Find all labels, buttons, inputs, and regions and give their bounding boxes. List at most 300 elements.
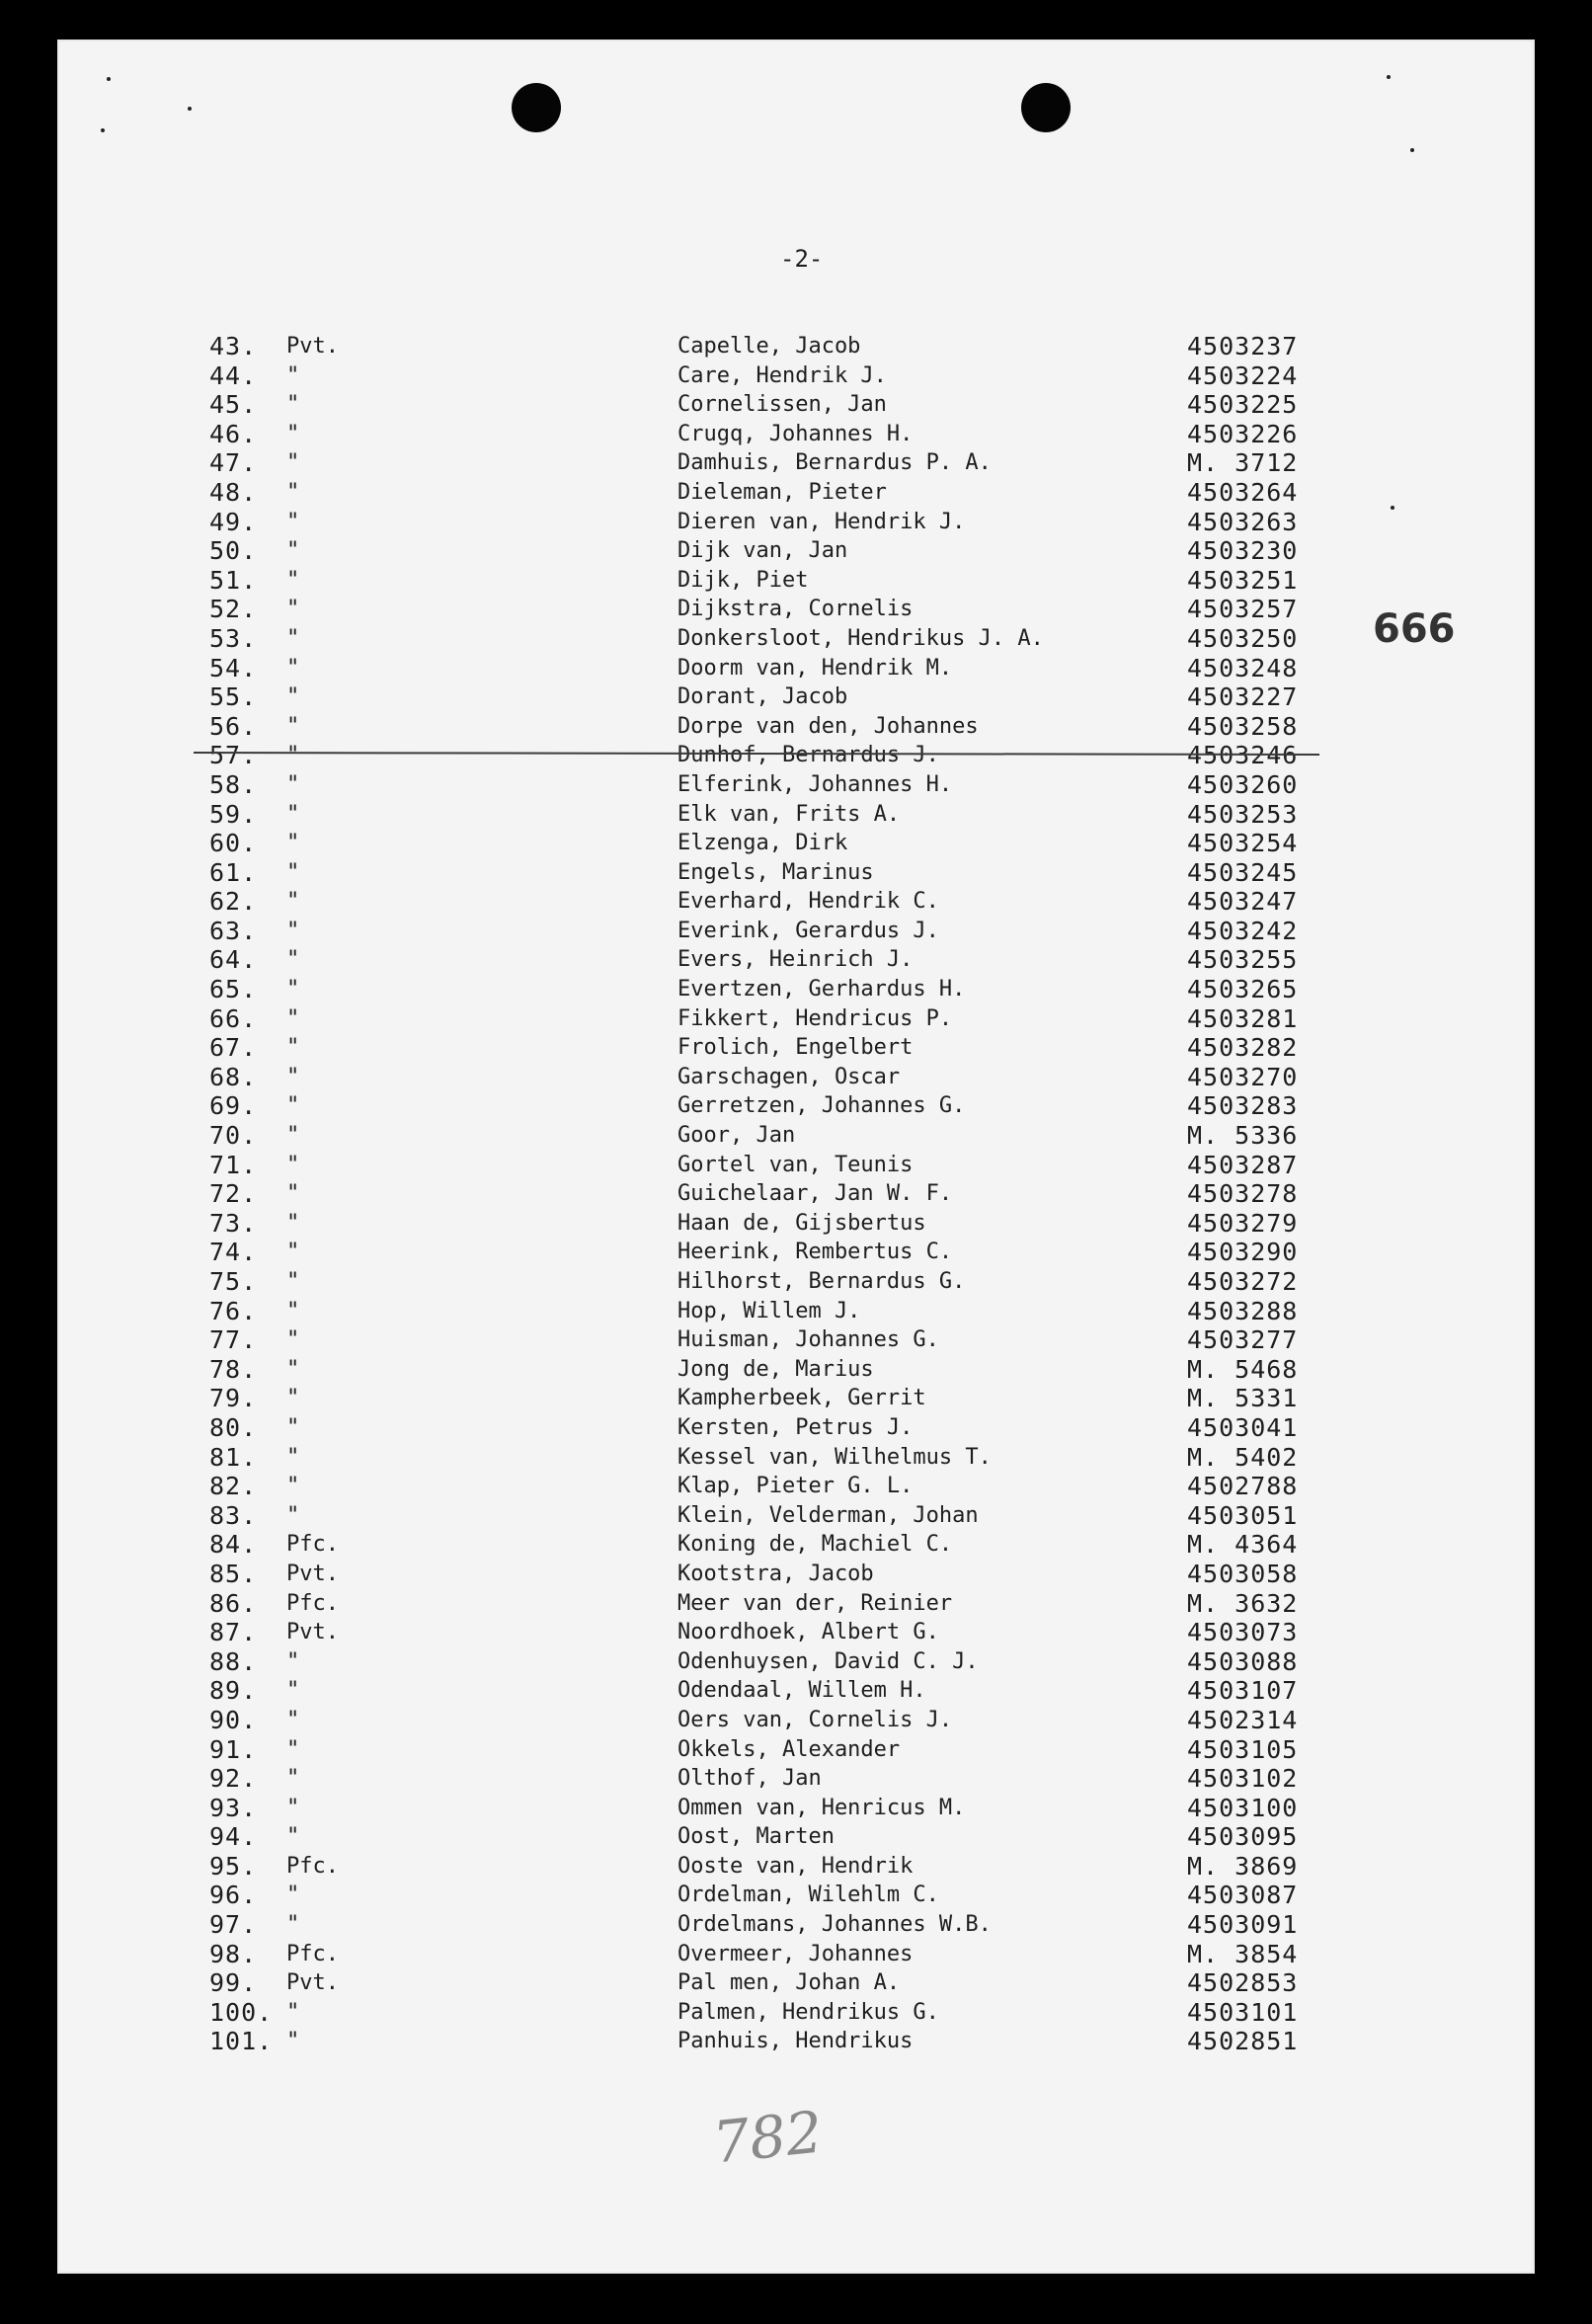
roster-row <box>0 1355 1592 1385</box>
rank-cell: " <box>286 1240 300 1265</box>
row-number: 60. <box>209 829 258 858</box>
rank-cell: " <box>286 771 300 797</box>
row-number: 43. <box>209 332 258 361</box>
speck <box>107 77 111 81</box>
name-cell: Dijkstra, Cornelis <box>677 597 914 622</box>
row-number: 76. <box>209 1296 258 1325</box>
row-number: 55. <box>209 682 258 712</box>
row-number: 80. <box>209 1412 258 1442</box>
roster-row <box>0 1647 1592 1677</box>
row-number: 101. <box>209 2027 274 2056</box>
row-number: 74. <box>209 1238 258 1267</box>
rank-cell: Pfc. <box>286 1532 339 1558</box>
name-cell: Guichelaar, Jan W. F. <box>677 1181 953 1207</box>
serial-number-cell: 4503041 <box>1187 1412 1299 1442</box>
rank-cell: " <box>286 1152 300 1177</box>
serial-number-cell: 4503230 <box>1187 536 1299 566</box>
row-number: 90. <box>209 1705 258 1734</box>
serial-number-cell: 4503100 <box>1187 1793 1299 1822</box>
serial-number-cell: M. 5402 <box>1187 1442 1299 1472</box>
name-cell: Kessel van, Wilhelmus T. <box>677 1444 992 1470</box>
name-cell: Haan de, Gijsbertus <box>677 1210 926 1236</box>
name-cell: Heerink, Rembertus C. <box>677 1240 953 1265</box>
name-cell: Hop, Willem J. <box>677 1298 861 1323</box>
roster-row <box>0 361 1592 391</box>
rank-cell: " <box>286 1269 300 1294</box>
name-cell: Dijk van, Jan <box>677 538 848 564</box>
serial-number-cell: 4503287 <box>1187 1150 1299 1179</box>
name-cell: Odendaal, Willem H. <box>677 1678 926 1704</box>
name-cell: Everink, Gerardus J. <box>677 918 939 943</box>
roster-row <box>0 858 1592 888</box>
name-cell: Frolich, Engelbert <box>677 1035 914 1061</box>
roster-row <box>0 2027 1592 2056</box>
row-number: 45. <box>209 390 258 420</box>
row-number: 86. <box>209 1588 258 1618</box>
name-cell: Evertzen, Gerhardus H. <box>677 977 966 1002</box>
rank-cell: Pvt. <box>286 1620 339 1645</box>
serial-number-cell: 4503091 <box>1187 1910 1299 1940</box>
name-cell: Overmeer, Johannes <box>677 1941 914 1966</box>
name-cell: Ooste van, Hendrik <box>677 1853 914 1879</box>
serial-number-cell: 4503087 <box>1187 1881 1299 1910</box>
name-cell: Koning de, Machiel C. <box>677 1532 953 1558</box>
speck <box>188 107 192 111</box>
roster-row <box>0 1121 1592 1151</box>
serial-number-cell: 4502788 <box>1187 1472 1299 1501</box>
serial-number-cell: 4502314 <box>1187 1705 1299 1734</box>
name-cell: Everhard, Hendrik C. <box>677 889 939 915</box>
serial-number-cell: M. 3854 <box>1187 1939 1299 1968</box>
name-cell: Odenhuysen, David C. J. <box>677 1648 979 1674</box>
name-cell: Pal men, Johan A. <box>677 1970 901 1996</box>
serial-number-cell: 4503248 <box>1187 653 1299 682</box>
serial-number-cell: 4503279 <box>1187 1208 1299 1238</box>
roster-row <box>0 1297 1592 1326</box>
roster-row <box>0 1004 1592 1034</box>
rank-cell: " <box>286 947 300 973</box>
row-number: 100. <box>209 1997 274 2027</box>
roster-row <box>0 390 1592 420</box>
rank-cell: " <box>286 1064 300 1089</box>
speck <box>101 128 105 132</box>
row-number: 95. <box>209 1851 258 1881</box>
serial-number-cell: M. 3712 <box>1187 448 1299 478</box>
serial-number-cell: 4503250 <box>1187 623 1299 653</box>
name-cell: Elk van, Frits A. <box>677 801 901 827</box>
rank-cell: " <box>286 1123 300 1149</box>
rank-cell: " <box>286 1912 300 1938</box>
rank-cell: " <box>286 713 300 739</box>
row-number: 67. <box>209 1033 258 1063</box>
row-number: 53. <box>209 623 258 653</box>
roster-row <box>0 1589 1592 1619</box>
name-cell: Cornelissen, Jan <box>677 392 887 418</box>
roster-row <box>0 1618 1592 1647</box>
name-cell: Jong de, Marius <box>677 1356 874 1382</box>
rank-cell: " <box>286 2029 300 2054</box>
rank-cell: Pfc. <box>286 1853 339 1879</box>
serial-number-cell: 4503272 <box>1187 1267 1299 1296</box>
rank-cell: " <box>286 509 300 534</box>
roster-row <box>0 770 1592 800</box>
row-number: 82. <box>209 1472 258 1501</box>
rank-cell: " <box>286 1444 300 1470</box>
name-cell: Goor, Jan <box>677 1123 796 1149</box>
serial-number-cell: 4503251 <box>1187 565 1299 595</box>
name-cell: Donkersloot, Hendrikus J. A. <box>677 625 1044 651</box>
roster-row <box>0 1676 1592 1706</box>
rank-cell: Pvt. <box>286 334 339 359</box>
rank-cell: " <box>286 1035 300 1061</box>
rank-cell: " <box>286 1093 300 1119</box>
serial-number-cell: M. 5331 <box>1187 1384 1299 1413</box>
row-number: 96. <box>209 1881 258 1910</box>
row-number: 84. <box>209 1530 258 1560</box>
roster-row <box>0 1472 1592 1501</box>
name-cell: Care, Hendrik J. <box>677 362 887 388</box>
row-number: 72. <box>209 1179 258 1209</box>
roster-row <box>0 1501 1592 1531</box>
serial-number-cell: 4503245 <box>1187 857 1299 887</box>
row-number: 54. <box>209 653 258 682</box>
serial-number-cell: M. 5336 <box>1187 1121 1299 1151</box>
roster-row <box>0 1998 1592 2028</box>
serial-number-cell: 4503051 <box>1187 1500 1299 1530</box>
rank-cell: " <box>286 479 300 505</box>
serial-number-cell: 4503107 <box>1187 1676 1299 1706</box>
name-cell: Garschagen, Oscar <box>677 1064 901 1089</box>
rank-cell: Pfc. <box>286 1941 339 1966</box>
roster-row <box>0 800 1592 830</box>
roster-row <box>0 1822 1592 1852</box>
serial-number-cell: 4503277 <box>1187 1325 1299 1355</box>
rank-cell: " <box>286 1766 300 1792</box>
rank-cell: " <box>286 450 300 476</box>
rank-cell: " <box>286 1386 300 1411</box>
row-number: 83. <box>209 1500 258 1530</box>
row-number: 49. <box>209 507 258 536</box>
name-cell: Fikkert, Hendricus P. <box>677 1005 953 1031</box>
row-number: 47. <box>209 448 258 478</box>
row-number: 77. <box>209 1325 258 1355</box>
name-cell: Ordelmans, Johannes W.B. <box>677 1912 992 1938</box>
roster-row <box>0 1325 1592 1355</box>
roster-row <box>0 1881 1592 1910</box>
rank-cell: " <box>286 1707 300 1732</box>
row-number: 79. <box>209 1384 258 1413</box>
name-cell: Dorant, Jacob <box>677 684 848 710</box>
name-cell: Noordhoek, Albert G. <box>677 1620 939 1645</box>
name-cell: Meer van der, Reinier <box>677 1590 953 1616</box>
roster-row <box>0 1560 1592 1589</box>
roster-row <box>0 1151 1592 1180</box>
roster-row <box>0 829 1592 858</box>
rank-cell: " <box>286 1005 300 1031</box>
serial-number-cell: 4503265 <box>1187 975 1299 1004</box>
rank-cell: " <box>286 538 300 564</box>
row-number: 50. <box>209 536 258 566</box>
row-number: 69. <box>209 1091 258 1121</box>
name-cell: Palmen, Hendrikus G. <box>677 1999 939 2025</box>
rank-cell: Pvt. <box>286 1561 339 1586</box>
rank-cell: " <box>286 421 300 446</box>
row-number: 48. <box>209 477 258 507</box>
name-cell: Gerretzen, Johannes G. <box>677 1093 966 1119</box>
rank-cell: " <box>286 1474 300 1499</box>
serial-number-cell: 4503226 <box>1187 419 1299 448</box>
serial-number-cell: 4503257 <box>1187 595 1299 624</box>
name-cell: Ommen van, Henricus M. <box>677 1795 966 1820</box>
roster-list <box>0 332 1592 2056</box>
roster-row <box>0 1443 1592 1473</box>
roster-row <box>0 478 1592 508</box>
serial-number-cell: 4503237 <box>1187 332 1299 361</box>
name-cell: Hilhorst, Bernardus G. <box>677 1269 966 1294</box>
name-cell: Crugq, Johannes H. <box>677 421 914 446</box>
row-number: 94. <box>209 1822 258 1852</box>
rank-cell: " <box>286 1327 300 1353</box>
row-number: 87. <box>209 1618 258 1647</box>
row-number: 52. <box>209 595 258 624</box>
row-number: 44. <box>209 361 258 390</box>
roster-row <box>0 624 1592 654</box>
name-cell: Klap, Pieter G. L. <box>677 1474 914 1499</box>
roster-row <box>0 1209 1592 1239</box>
rank-cell: " <box>286 684 300 710</box>
name-cell: Gortel van, Teunis <box>677 1152 914 1177</box>
roster-row <box>0 1794 1592 1823</box>
serial-number-cell: 4503227 <box>1187 682 1299 712</box>
rank-cell: " <box>286 597 300 622</box>
row-number: 51. <box>209 565 258 595</box>
roster-row <box>0 1852 1592 1882</box>
rank-cell: " <box>286 859 300 885</box>
roster-row <box>0 1179 1592 1209</box>
roster-row <box>0 945 1592 975</box>
name-cell: Elferink, Johannes H. <box>677 771 953 797</box>
roster-row <box>0 712 1592 742</box>
serial-number-cell: 4503095 <box>1187 1822 1299 1852</box>
row-number: 91. <box>209 1734 258 1764</box>
rank-cell: " <box>286 1648 300 1674</box>
serial-number-cell: 4503270 <box>1187 1062 1299 1091</box>
row-number: 59. <box>209 799 258 829</box>
name-cell: Klein, Velderman, Johan <box>677 1502 979 1528</box>
row-number: 66. <box>209 1003 258 1033</box>
roster-row <box>0 1238 1592 1267</box>
row-number: 89. <box>209 1676 258 1706</box>
speck <box>1387 75 1391 79</box>
roster-row <box>0 1735 1592 1765</box>
roster-row <box>0 536 1592 566</box>
rank-cell: " <box>286 655 300 681</box>
name-cell: Evers, Heinrich J. <box>677 947 914 973</box>
row-number: 88. <box>209 1646 258 1676</box>
speck <box>1410 148 1414 152</box>
serial-number-cell: 4503282 <box>1187 1033 1299 1063</box>
serial-number-cell: 4503263 <box>1187 507 1299 536</box>
rank-cell: " <box>286 1298 300 1323</box>
serial-number-cell: 4503264 <box>1187 477 1299 507</box>
row-number: 97. <box>209 1910 258 1940</box>
roster-row <box>0 1091 1592 1121</box>
name-cell: Dunhof, Bernardus J. <box>677 743 939 768</box>
roster-row <box>0 595 1592 624</box>
rank-cell: " <box>286 1883 300 1908</box>
row-number: 73. <box>209 1208 258 1238</box>
row-number: 64. <box>209 945 258 975</box>
row-number: 46. <box>209 419 258 448</box>
serial-number-cell: M. 4364 <box>1187 1530 1299 1560</box>
name-cell: Olthof, Jan <box>677 1766 822 1792</box>
serial-number-cell: 4503253 <box>1187 799 1299 829</box>
name-cell: Ordelman, Wilehlm C. <box>677 1883 939 1908</box>
row-number: 62. <box>209 887 258 917</box>
serial-number-cell: 4503058 <box>1187 1559 1299 1588</box>
roster-row <box>0 508 1592 537</box>
page-number: -2- <box>780 245 824 273</box>
row-number: 65. <box>209 975 258 1004</box>
rank-cell: " <box>286 567 300 593</box>
serial-number-cell: 4503290 <box>1187 1238 1299 1267</box>
serial-number-cell: 4502853 <box>1187 1968 1299 1998</box>
row-number: 70. <box>209 1121 258 1151</box>
roster-row <box>0 917 1592 946</box>
rank-cell: " <box>286 1414 300 1440</box>
name-cell: Kootstra, Jacob <box>677 1561 874 1586</box>
rank-cell: Pfc. <box>286 1590 339 1616</box>
punch-hole-left <box>512 83 561 132</box>
roster-row <box>0 332 1592 361</box>
rank-cell: " <box>286 1210 300 1236</box>
name-cell: Okkels, Alexander <box>677 1736 901 1762</box>
serial-number-cell: 4503288 <box>1187 1296 1299 1325</box>
rank-cell: " <box>286 1795 300 1820</box>
name-cell: Huisman, Johannes G. <box>677 1327 939 1353</box>
row-number: 75. <box>209 1267 258 1296</box>
serial-number-cell: 4503101 <box>1187 1997 1299 2027</box>
serial-number-cell: 4503073 <box>1187 1618 1299 1647</box>
roster-row <box>0 887 1592 917</box>
serial-number-cell: M. 3869 <box>1187 1851 1299 1881</box>
roster-row <box>0 975 1592 1004</box>
roster-row <box>0 1063 1592 1092</box>
row-number: 81. <box>209 1442 258 1472</box>
name-cell: Damhuis, Bernardus P. A. <box>677 450 992 476</box>
name-cell: Dieleman, Pieter <box>677 479 887 505</box>
roster-row <box>0 1384 1592 1413</box>
rank-cell: " <box>286 977 300 1002</box>
row-number: 71. <box>209 1150 258 1179</box>
roster-row <box>0 654 1592 683</box>
roster-row <box>0 1530 1592 1560</box>
serial-number-cell: 4503258 <box>1187 711 1299 741</box>
row-number: 56. <box>209 711 258 741</box>
row-number: 61. <box>209 857 258 887</box>
serial-number-cell: 4503242 <box>1187 916 1299 945</box>
serial-number-cell: 4503102 <box>1187 1764 1299 1794</box>
row-number: 92. <box>209 1764 258 1794</box>
serial-number-cell: 4502851 <box>1187 2027 1299 2056</box>
name-cell: Kampherbeek, Gerrit <box>677 1386 926 1411</box>
rank-cell: " <box>286 1181 300 1207</box>
roster-row <box>0 448 1592 478</box>
serial-number-cell: 4503247 <box>1187 887 1299 917</box>
rank-cell: " <box>286 1356 300 1382</box>
row-number: 85. <box>209 1559 258 1588</box>
rank-cell: " <box>286 1502 300 1528</box>
roster-row <box>0 1413 1592 1443</box>
name-cell: Kersten, Petrus J. <box>677 1414 914 1440</box>
rank-cell: " <box>286 889 300 915</box>
rank-cell: " <box>286 743 300 768</box>
rank-cell: " <box>286 918 300 943</box>
rank-cell: " <box>286 801 300 827</box>
name-cell: Oers van, Cornelis J. <box>677 1707 953 1732</box>
name-cell: Dijk, Piet <box>677 567 809 593</box>
name-cell: Oost, Marten <box>677 1824 835 1850</box>
serial-number-cell: 4503105 <box>1187 1734 1299 1764</box>
rank-cell: Pvt. <box>286 1970 339 1996</box>
rank-cell: " <box>286 1678 300 1704</box>
handwritten-note: 782 <box>709 2098 826 2177</box>
serial-number-cell: 4503281 <box>1187 1003 1299 1033</box>
serial-number-cell: 4503278 <box>1187 1179 1299 1209</box>
name-cell: Dieren van, Hendrik J. <box>677 509 966 534</box>
row-number: 57. <box>209 741 258 770</box>
serial-number-cell: M. 5468 <box>1187 1354 1299 1384</box>
name-cell: Panhuis, Hendrikus <box>677 2029 914 2054</box>
rank-cell: " <box>286 831 300 856</box>
row-number: 99. <box>209 1968 258 1998</box>
row-number: 78. <box>209 1354 258 1384</box>
name-cell: Doorm van, Hendrik M. <box>677 655 953 681</box>
roster-row <box>0 1033 1592 1063</box>
row-number: 98. <box>209 1939 258 1968</box>
row-number: 68. <box>209 1062 258 1091</box>
stamp-number: 666 <box>1373 606 1456 652</box>
rank-cell: " <box>286 392 300 418</box>
name-cell: Engels, Marinus <box>677 859 874 885</box>
roster-row <box>0 1764 1592 1794</box>
rank-cell: " <box>286 362 300 388</box>
roster-row <box>0 566 1592 596</box>
roster-row <box>0 1706 1592 1735</box>
roster-row <box>0 682 1592 712</box>
roster-row <box>0 1267 1592 1297</box>
roster-row <box>0 1940 1592 1969</box>
serial-number-cell: 4503225 <box>1187 390 1299 420</box>
serial-number-cell: 4503224 <box>1187 361 1299 390</box>
name-cell: Dorpe van den, Johannes <box>677 713 979 739</box>
name-cell: Capelle, Jacob <box>677 334 861 359</box>
name-cell: Elzenga, Dirk <box>677 831 848 856</box>
rank-cell: " <box>286 1824 300 1850</box>
serial-number-cell: 4503246 <box>1187 741 1299 770</box>
row-number: 93. <box>209 1793 258 1822</box>
serial-number-cell: M. 3632 <box>1187 1588 1299 1618</box>
rank-cell: " <box>286 1736 300 1762</box>
rank-cell: " <box>286 625 300 651</box>
roster-row <box>0 1910 1592 1940</box>
serial-number-cell: 4503283 <box>1187 1091 1299 1121</box>
row-number: 58. <box>209 769 258 799</box>
rank-cell: " <box>286 1999 300 2025</box>
serial-number-cell: 4503088 <box>1187 1646 1299 1676</box>
row-number: 63. <box>209 916 258 945</box>
serial-number-cell: 4503255 <box>1187 945 1299 975</box>
